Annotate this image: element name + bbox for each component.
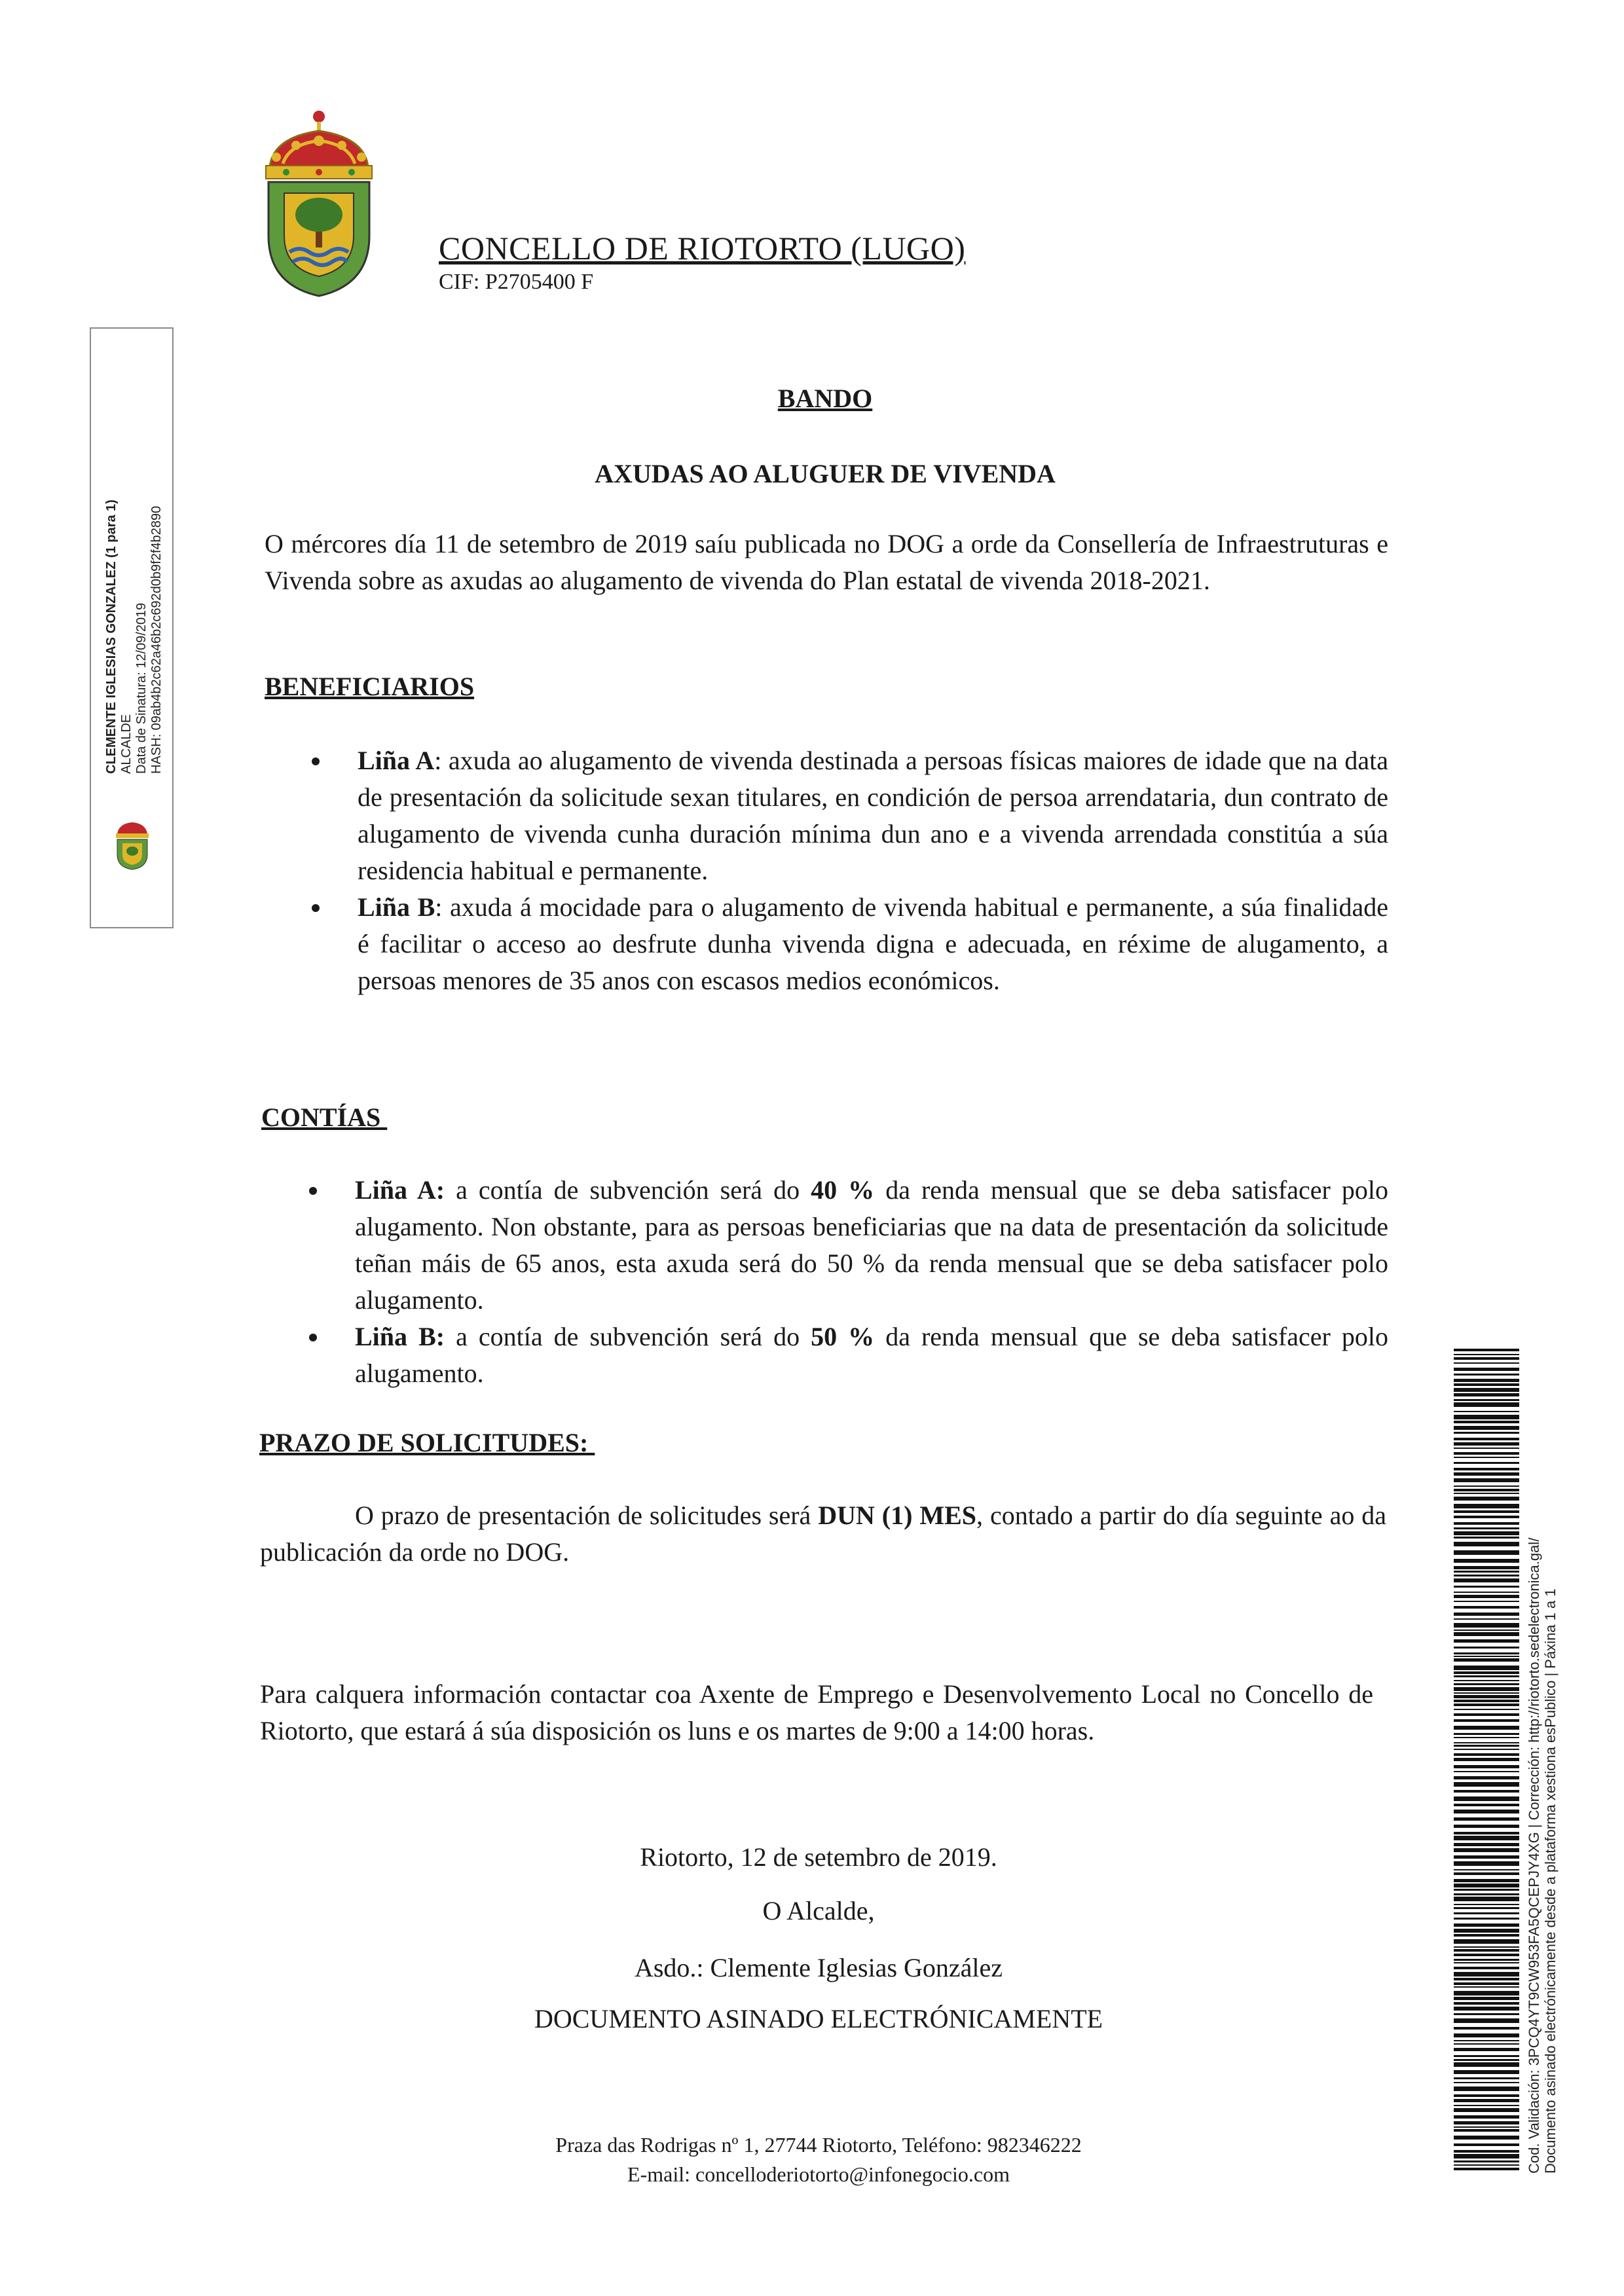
barcode-bar [1454,1804,1519,1806]
barcode-bar [1454,1687,1519,1691]
barcode-bar [1454,1675,1519,1677]
barcode-bar [1454,1889,1519,1891]
barcode-bar [1454,2043,1519,2045]
barcode-bar [1454,1692,1519,1694]
list-item-text: axuda ao alugamento de vivenda destinada a persoas físicas maiores de idade que na data de presentación da solicitude sexan titulares, en condición de persoa arrendataria, dun contrato de alugamento de vivenda cunha duración mínima dun ano e a vivenda arrendada constitúa a súa residencia habitual e permanente. [358,746,1389,885]
barcode-bar [1454,1485,1519,1487]
barcode-bar [1454,1695,1519,1698]
barcode-bar [1454,1982,1519,1985]
signature-note: DOCUMENTO ASINADO ELECTRÓNICAMENTE [534,2004,1103,2033]
barcode-bar [1454,1967,1519,1969]
barcode-bar [1454,2082,1519,2083]
stamp-date: Data de Sinatura: 12/09/2019 [134,602,149,774]
barcode-bar [1454,2018,1519,2023]
barcode-bar [1454,1630,1519,1631]
barcode-bar [1454,2077,1519,2079]
barcode-bar [1454,1843,1519,1846]
barcode-bar [1454,1601,1519,1602]
barcode-bar [1454,1442,1519,1446]
barcode-bar [1454,1954,1519,1956]
barcode-bar [1454,1939,1519,1944]
barcode-bar [1454,1758,1519,1761]
barcode-bar [1454,1357,1519,1360]
barcode-bar [1454,2070,1519,2074]
barcode-bar [1454,1817,1519,1821]
barcode-bar [1454,1907,1519,1909]
prazo-paragraph: O prazo de presentación de solicitudes será DUN (1) MES, contado a partir do día seguinte ao da publicación da orde no DOG. [260,1501,1387,1567]
barcode-bar [1454,1652,1519,1654]
barcode-bar [1454,1632,1519,1636]
barcode-bar [1454,2002,1519,2005]
barcode-bar [1454,2099,1519,2102]
barcode-bar [1454,1765,1519,1768]
barcode-bar [1454,1542,1519,1546]
barcode-bar [1454,2168,1519,2170]
barcode-bar [1454,1719,1519,1722]
barcode-bar [1454,2086,1519,2091]
list-item-label: Liña A [358,746,435,775]
barcode-bar [1454,1912,1519,1914]
barcode-bar [1454,1997,1519,2000]
list-item: Liña B: a contía de subvención será do 50 % da renda mensual que se deba satisfacer polo alugamento. [355,1319,1388,1392]
list-item-text: axuda á mocidade para o alugamento de vivenda habitual e permanente, a súa finalidade é facilitar o acceso ao desfrute dunha vivenda digna e adecuada, en réxime de alugamento, a persoas menores de 35 anos con escasos medios económicos. [358,892,1388,995]
contias-list [355,1172,1388,1392]
beneficiarios-heading: BENEFICIARIOS [265,672,475,701]
barcode-bar [1454,1368,1519,1371]
signature-name: Asdo.: Clemente Iglesias González [634,1953,1003,1982]
barcode-bar [1454,2059,1519,2061]
beneficiarios-list [358,742,1388,999]
barcode-bar [1454,1592,1519,1593]
barcode-bar [1454,1618,1519,1620]
barcode-bar [1454,2136,1519,2140]
barcode-bar [1454,1571,1519,1573]
barcode-bar [1454,1704,1519,1706]
barcode-bar [1454,2094,1519,2097]
barcode-bar [1454,2108,1519,2112]
barcode-bar [1454,1904,1519,1905]
barcode-bar [1454,2013,1519,2015]
barcode-bar [1454,1421,1519,1423]
barcode-bar [1454,1872,1519,1875]
barcode-bar [1454,1595,1519,1598]
barcode-bar [1454,1836,1519,1840]
barcode-bar [1454,1497,1519,1501]
barcode-bar [1454,2040,1519,2041]
barcode-bar [1454,1388,1519,1392]
barcode-bar [1454,1478,1519,1482]
barcode-bar [1454,1972,1519,1977]
barcode-bar [1454,1362,1519,1364]
barcode-bar [1454,1457,1519,1458]
barcode-bar [1454,1848,1519,1852]
barcode-bar [1454,1550,1519,1555]
barcode-bar [1454,1666,1519,1670]
barcode-bar [1454,1671,1519,1674]
barcode-bar [1454,1575,1519,1576]
barcode-bar [1454,1726,1519,1730]
barcode-bar [1454,1647,1519,1649]
barcode-bar [1454,1869,1519,1870]
barcode-bar [1454,1991,1519,1995]
contias-heading: CONTÍAS [261,1102,388,1132]
verification-platform: Documento asinado electrónicamente desde a plataforma xestiona esPublico | Páxina 1 a 1 [1542,1588,1559,2174]
signature-role: O Alcalde, [762,1896,875,1925]
barcode-bar [1454,1893,1519,1895]
organization-name: CONCELLO DE RIOTORTO (LUGO) [439,230,966,266]
barcode-bar [1454,2150,1519,2153]
barcode-bar [1454,2033,1519,2037]
barcode-icon [1454,1349,1519,2174]
barcode-bar [1454,1374,1519,1376]
barcode-bar [1454,1468,1519,1470]
barcode-bar [1454,1399,1519,1401]
barcode-bar [1454,1472,1519,1476]
barcode-bar [1454,1884,1519,1887]
barcode-bar [1454,1383,1519,1386]
barcode-bar [1454,2129,1519,2132]
barcode-bar [1454,1855,1519,1859]
barcode-bar [1454,2115,1519,2119]
organization-cif: CIF: P2705400 F [439,270,594,294]
barcode-bar [1454,1415,1519,1419]
barcode-bar [1454,1566,1519,1569]
barcode-bar [1454,1861,1519,1866]
barcode-bar [1454,1713,1519,1716]
barcode-bar [1454,1700,1519,1702]
prazo-heading: PRAZO DE SOLICITUDES: [259,1428,595,1457]
barcode-bar [1454,1918,1519,1920]
barcode-bar [1454,1452,1519,1455]
document-subtitle: AXUDAS AO ALUGUER DE VIVENDA [595,459,1056,488]
barcode-bar [1454,1489,1519,1491]
barcode-bar [1454,1709,1519,1710]
barcode-bar [1454,1522,1519,1525]
barcode-bar [1454,1929,1519,1933]
prazo-duration: DUN (1) MES [818,1501,977,1530]
barcode-bar [1454,1493,1519,1494]
stamp-seal-icon [113,818,151,871]
barcode-bar [1454,2154,1519,2159]
signature-stamp [90,327,174,928]
barcode-bar [1454,1510,1519,1513]
barcode-bar [1454,1349,1519,1351]
percentage: 40 % [811,1175,875,1205]
barcode-bar [1454,1516,1519,1518]
info-paragraph: Para calquera información contactar coa Axente de Emprego e Desenvolvemento Local no Concello de Riotorto, que estará á súa disposición os luns e os martes de 9:00 a 14:00 horas. [260,1679,1373,1745]
barcode-bar [1454,2055,1519,2057]
signature-place-date: Riotorto, 12 de setembro de 2019. [640,1842,997,1872]
barcode-bar [1454,1354,1519,1355]
barcode-bar [1454,2007,1519,2011]
barcode-bar [1454,1742,1519,1743]
barcode-bar [1454,1771,1519,1772]
barcode-bar [1454,1934,1519,1937]
barcode-bar [1454,1776,1519,1779]
list-item: Liña A: axuda ao alugamento de vivenda destinada a persoas físicas maiores de idade que na data de presentación da solicitude sexan titulares, en condición de persoa arrendataria, dun contrato de alugamento de vivenda cunha duración mínima dun ano e a vivenda arrendada constitúa a súa residencia habitual e permanente. [358,742,1388,889]
barcode-bar [1454,1683,1519,1685]
barcode-bar [1454,1832,1519,1834]
barcode-bar [1454,1946,1519,1948]
barcode-bar [1454,1586,1519,1588]
signature-stamp-text [104,355,164,774]
barcode-bar [1454,1782,1519,1787]
barcode-bar [1454,1978,1519,1980]
barcode-bar [1454,1949,1519,1952]
verification-text [1526,1453,1559,2174]
list-item-label: Liña B: [355,1322,445,1351]
list-item-label: Liña B [358,892,435,922]
barcode-bar [1454,1559,1519,1563]
barcode-bar [1454,1825,1519,1828]
list-item: Liña B: axuda á mocidade para o alugamento de vivenda habitual e permanente, a súa finalidade é facilitar o acceso ao desfrute dunha vivenda digna e adecuada, en réxime de alugamento, a persoas menores de 35 anos con escasos medios económicos. [358,889,1388,999]
list-item-label: Liña A: [355,1175,445,1205]
barcode-bar [1454,1658,1519,1662]
barcode-bar [1454,1753,1519,1756]
barcode-bar [1454,2143,1519,2146]
barcode-bar [1454,1796,1519,1801]
stamp-role: ALCALDE [119,714,134,774]
barcode-bar [1454,1680,1519,1681]
barcode-bar [1454,1432,1519,1434]
barcode-bar [1454,1438,1519,1440]
barcode-bar [1454,1527,1519,1529]
footer-address: Praza das Rodrigas nº 1, 27744 Riotorto, Teléfono: 982346222 [555,2133,1082,2157]
barcode-bar [1454,1606,1519,1609]
intro-paragraph: O mércores día 11 de setembro de 2019 saíu publicada no DOG a orde da Consellería de Infraestruturas e Vivenda sobre as axudas ao alugamento de vivenda do Plan estatal de vivenda 2018-2021. [265,529,1388,595]
barcode-bar [1454,2027,1519,2030]
barcode-bar [1454,1897,1519,1901]
barcode-bar [1454,1733,1519,1735]
barcode-bar [1454,1462,1519,1464]
percentage: 50 % [811,1322,875,1351]
stamp-hash: HASH: 09ab4b2c62a46b2c692d0b9f2f4b2890 [149,505,164,774]
barcode-bar [1454,1639,1519,1643]
barcode-bar [1454,1749,1519,1750]
barcode-bar [1454,2048,1519,2051]
barcode-bar [1454,2160,1519,2162]
barcode-bar [1454,1737,1519,1738]
barcode-bar [1454,1393,1519,1396]
barcode-bar [1454,1578,1519,1582]
barcode-bar [1454,1959,1519,1961]
barcode-bar [1454,1537,1519,1539]
barcode-bar [1454,1879,1519,1882]
verification-code: Cod. Validación: 3PCQ4YT9CW953FA5QCEPJY4XG | Corrección: http://riotorto.sedelectronica.gal/ [1526,1537,1542,2174]
stamp-signer: CLEMENTE IGLESIAS GONZALEZ (1 para 1) [104,500,119,774]
barcode-bar [1454,2126,1519,2128]
barcode-bar [1454,1531,1519,1535]
barcode-bar [1454,1613,1519,1616]
barcode-bar [1454,1745,1519,1747]
footer-email: E-mail: concelloderiotorto@infonegocio.com [627,2162,1010,2186]
barcode-bar [1454,1426,1519,1430]
barcode-bar [1454,1379,1519,1382]
barcode-bar [1454,1448,1519,1449]
barcode-bar [1454,1810,1519,1813]
document-title: BANDO [777,384,873,413]
list-item: Liña A: a contía de subvención será do 40 % da renda mensual que se deba satisfacer polo alugamento. Non obstante, para as persoas beneficiarias que na data de presentación da solicitude teñan máis de 65 anos, esta axuda será do 50 % da renda mensual que se deba satisfacer polo alugamento. [355,1172,1388,1319]
barcode-bar [1454,1656,1519,1657]
barcode-bar [1454,1402,1519,1407]
barcode-bar [1454,1790,1519,1793]
coat-of-arms-icon [257,105,381,301]
barcode-bar [1454,1504,1519,1508]
barcode-bar [1454,1986,1519,1988]
barcode-bar [1454,1923,1519,1927]
barcode-bar [1454,2062,1519,2067]
barcode-bar [1454,2105,1519,2106]
barcode-bar [1454,1962,1519,1963]
barcode-bar [1454,2121,1519,2124]
barcode-bar [1454,1623,1519,1628]
barcode-bar [1454,1411,1519,1412]
barcode-bar [1454,2164,1519,2166]
